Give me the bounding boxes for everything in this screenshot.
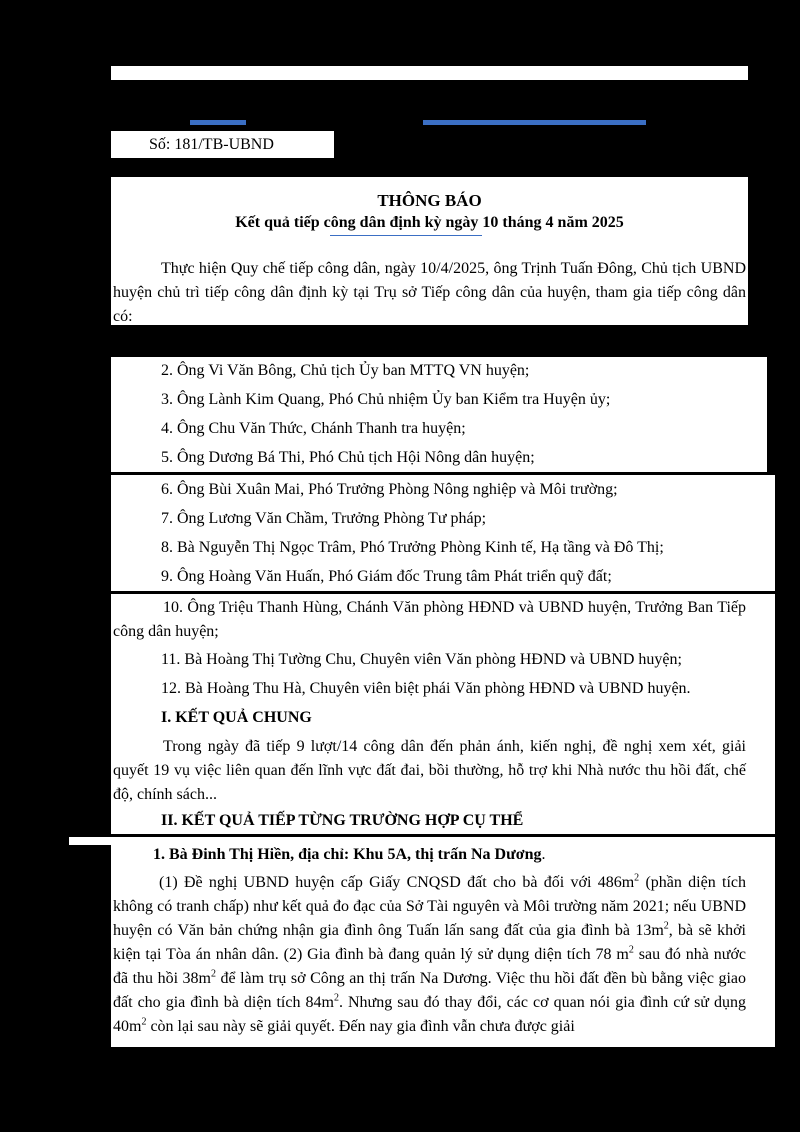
case-heading [153,845,545,865]
case-paragraph: (1) Đề nghị UBND huyện cấp Giấy CNQSD đất cho bà đối với $486m^2$ (phần diện tích không có tranh chấp) như kết quả đo đạc của Sở Tài nguyên và Môi trường năm 2021; nếu UBND huyện có Văn bản chứng nhận gia đình ông Tuấn lấn sang đất của gia đình bà $13m^2$, bà sẽ khởi kiện tại Tòa án nhân dân. (2) Gia đình bà đang quản lý sử dụng diện tích 78 $m^2$ sau đó nhà nước đã thu hồi $38m^2$ để làm trụ sở Công an thị trấn Na Dương. Việc thu hồi đất đền bù bằng việc giao đất cho gia đình bà diện tích $84m^2$. Nhưng sau đó thay đổi, các cơ quan nói gia đình cứ sử dụng $40m^2$ còn lại sau này sẽ giải quyết. Đến nay gia đình vẫn chưa được giải [113,872,747,1035]
subtitle-underline [330,235,482,236]
header-underline-right [423,120,646,125]
participant-item-12: 12. Bà Hoàng Thu Hà, Chuyên viên biệt phái Văn phòng HĐND và UBND huyện. [161,680,691,697]
header-underline-left [190,120,246,125]
section-heading-general: I. KẾT QUẢ CHUNG [161,709,312,726]
participant-item: 8. Bà Nguyễn Thị Ngọc Trâm, Phó Trưởng Phòng Kinh tế, Hạ tầng và Đô Thị; [161,539,664,556]
document-number: Số: 181/TB-UBND [149,136,274,153]
header-strip [111,66,748,80]
participant-item: 4. Ông Chu Văn Thức, Chánh Thanh tra huyện; [161,420,466,437]
participant-item: 7. Ông Lương Văn Chầm, Trưởng Phòng Tư pháp; [161,510,487,527]
title-block [111,177,748,325]
participant-item: 6. Ông Bùi Xuân Mai, Phó Trưởng Phòng Nông nghiệp và Môi trường; [161,481,618,498]
case-block [69,837,775,1047]
left-margin-mask [69,845,111,1047]
page-title: THÔNG BÁO [377,191,482,210]
document-number-box [111,131,334,158]
participant-item-10: 10. Ông Triệu Thanh Hùng, Chánh Văn phòng HĐND và UBND huyện, Trưởng Ban Tiếp công dân huyện; [113,599,746,640]
participant-item: 5. Ông Dương Bá Thi, Phó Chủ tịch Hội Nông dân huyện; [161,449,535,466]
participant-item: 2. Ông Vi Văn Bông, Chủ tịch Ủy ban MTTQ VN huyện; [161,362,530,379]
participant-item-11: 11. Bà Hoàng Thị Tường Chu, Chuyên viên Văn phòng HĐND và UBND huyện; [161,651,682,668]
participants-block-a [111,357,767,472]
case-heading-period: . [541,846,546,863]
page-subtitle: Kết quả tiếp công dân định kỳ ngày 10 tháng 4 năm 2025 [235,214,624,231]
participant-item: 9. Ông Hoàng Văn Huấn, Phó Giám đốc Trung tâm Phát triển quỹ đất; [161,568,612,585]
section-general-paragraph: Trong ngày đã tiếp 9 lượt/14 công dân đến phản ánh, kiến nghị, đề nghị xem xét, giải quyết 19 vụ việc liên quan đến lĩnh vực đất đai, bồi thường, hỗ trợ khi Nhà nước thu hồi đất, chế độ, chính sách... [113,738,746,803]
section-heading-specific: II. KẾT QUẢ TIẾP TỪNG TRƯỜNG HỢP CỤ THỂ [161,812,524,829]
case-heading-text: 1. Bà Đinh Thị Hiền, địa chỉ: Khu 5A, thị trấn Na Dương [153,846,542,863]
participant-item: 3. Ông Lành Kim Quang, Phó Chủ nhiệm Ủy ban Kiểm tra Huyện ủy; [161,391,611,408]
participants-block-b [111,475,775,591]
intro-paragraph: Thực hiện Quy chế tiếp công dân, ngày 10/4/2025, ông Trịnh Tuấn Đông, Chủ tịch UBND huyện chủ trì tiếp công dân định kỳ tại Trụ sở Tiếp công dân của huyện, tham gia tiếp công dân có: [113,260,746,325]
results-block [111,594,775,834]
